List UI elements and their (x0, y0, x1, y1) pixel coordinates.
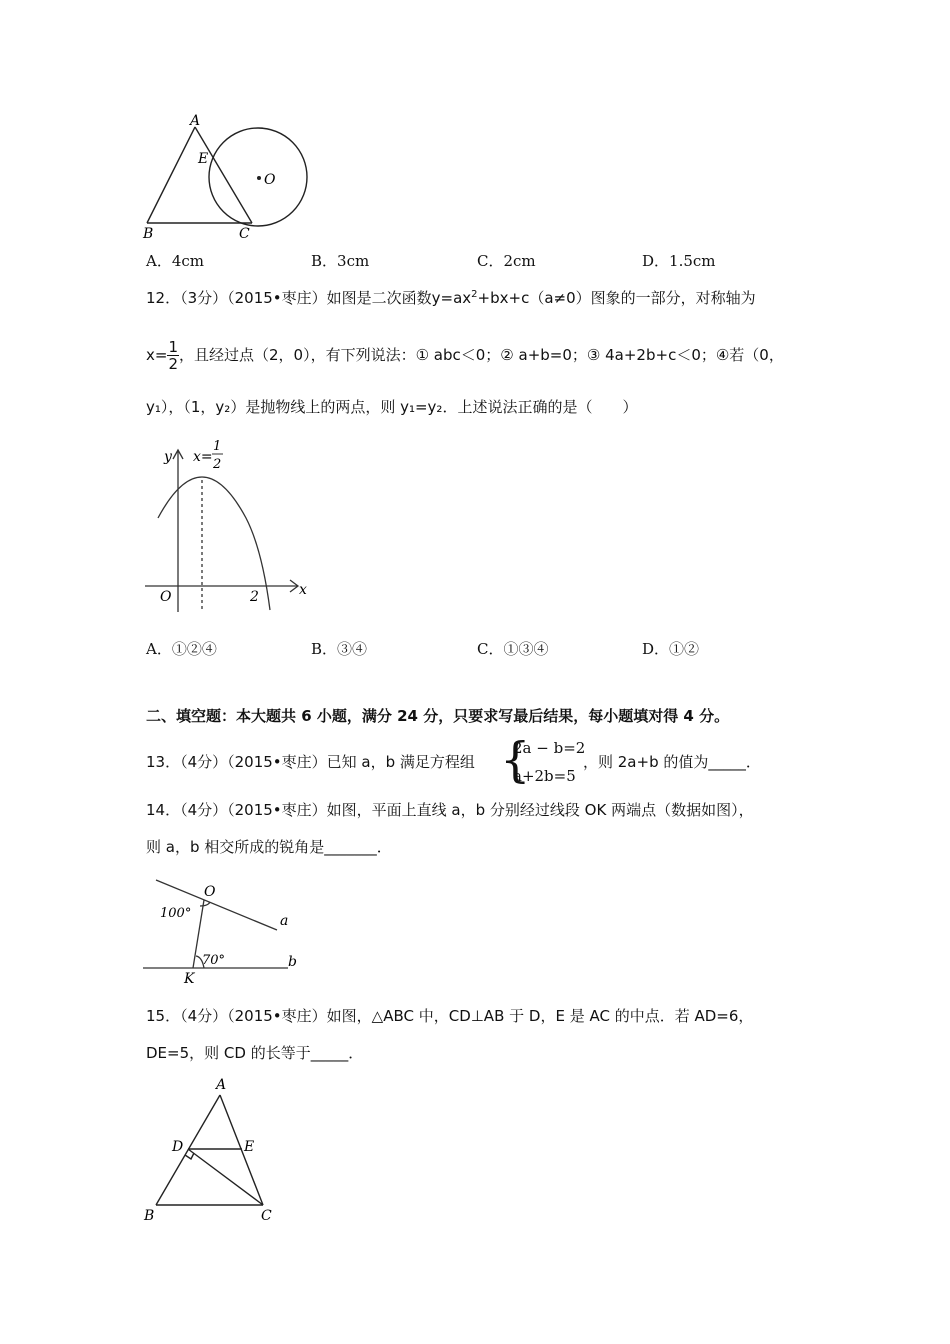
q11-label-o: O (264, 172, 276, 188)
q14-label-angle70: 70° (202, 953, 226, 968)
q15-line-ab (156, 1095, 220, 1205)
q12-line3: y₁），（1，y₂）是抛物线上的两点，则 y₁=y₂．上述说法正确的是（ ） (146, 398, 638, 416)
q14-line-a (156, 880, 277, 930)
q12-label-sym-den: 2 (213, 457, 222, 472)
q12-option-b: B．③④ (311, 640, 368, 658)
q15-label-b: B (144, 1208, 155, 1224)
q11-option-d: D．1.5cm (642, 252, 716, 270)
q12-label-sym-x: x= (193, 449, 213, 465)
q12-option-d: D．①② (642, 640, 700, 658)
q12-label-x: x (299, 582, 307, 598)
q11-label-b: B (143, 226, 154, 242)
q12-figure (140, 432, 315, 612)
q14-label-o: O (204, 884, 216, 900)
q12-label-two: 2 (250, 589, 259, 605)
q13-eq1: 2a − b=2 (513, 739, 586, 757)
q12-label-sym-num: 1 (213, 439, 222, 454)
q12-line2-prefix: x= (146, 346, 168, 364)
q12-frac-den: 2 (168, 355, 178, 373)
q15-label-c: C (261, 1208, 272, 1224)
q15-label-a: A (216, 1077, 227, 1093)
q13-eq2: a+2b=5 (513, 767, 576, 785)
q14-label-b: b (288, 954, 297, 970)
q14-line2: 则 a，b 相交所成的锐角是_______． (146, 838, 392, 856)
q11-figure (135, 110, 325, 245)
q11-label-e: E (198, 151, 209, 167)
q11-option-a: A．4cm (146, 252, 205, 270)
q13-brace: { (500, 732, 531, 788)
q12-line1-rest: +bx+c（a≠0）图象的一部分，对称轴为 (477, 289, 756, 307)
q11-label-a: A (190, 113, 201, 129)
q12-option-a: A．①②④ (146, 640, 217, 658)
q14-line1: 14．（4分）（2015•枣庄）如图，平面上直线 a，b 分别经过线段 OK 两端点（数据如图）， (146, 801, 754, 819)
q12-line1-main: 12．（3分）（2015•枣庄）如图是二次函数y=ax (146, 289, 472, 307)
q15-label-e: E (244, 1139, 255, 1155)
q15-label-d: D (172, 1139, 184, 1155)
q12-line1 (146, 285, 756, 308)
q12-line2 (146, 336, 784, 374)
q13-prefix: 13．（4分）（2015•枣庄）已知 a，b 满足方程组 (146, 753, 475, 771)
q15-line1: 15．（4分）（2015•枣庄）如图，△ABC 中，CD⊥AB 于 D，E 是 AC 的中点．若 AD=6， (146, 1007, 754, 1025)
q14-arc-o (200, 902, 210, 906)
q11-label-c: C (239, 226, 250, 242)
q15-line2: DE=5，则 CD 的长等于_____． (146, 1044, 364, 1062)
q12-frac-num: 1 (168, 338, 178, 356)
q14-figure (140, 872, 310, 987)
q14-label-angle100: 100° (160, 906, 192, 921)
q11-center-dot (257, 176, 261, 180)
q13-suffix: ，则 2a+b 的值为_____． (583, 753, 761, 771)
q14-label-k: K (184, 971, 195, 987)
q11-option-c: C．2cm (477, 252, 536, 270)
q11-line-ab (147, 127, 195, 223)
q12-line2-rest: ，且经过点（2，0），有下列说法：① abc＜0；② a+b=0；③ 4a+2b+c＜0；④若（0， (179, 346, 784, 364)
q15-figure (140, 1073, 285, 1225)
q12-line1-sup: 2 (471, 289, 478, 300)
q12-option-c: C．①③④ (477, 640, 549, 658)
q14-label-a: a (280, 913, 289, 929)
q12-label-y: y (164, 449, 172, 465)
q12-label-o: O (160, 589, 172, 605)
section2-heading: 二、填空题：本大题共 6 小题，满分 24 分，只要求写最后结果，每小题填对得 4 分。 (146, 707, 730, 725)
q11-option-b: B．3cm (311, 252, 370, 270)
q12-fraction (167, 339, 179, 372)
